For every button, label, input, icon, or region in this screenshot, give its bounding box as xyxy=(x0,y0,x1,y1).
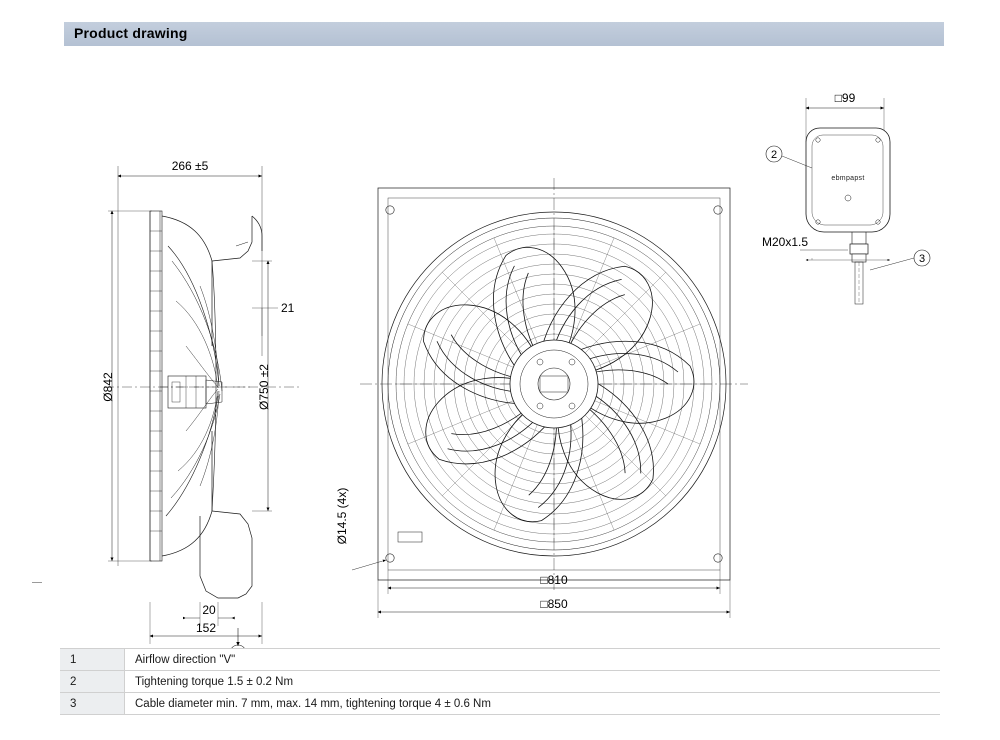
legend-table xyxy=(60,648,940,715)
page-title: Product drawing xyxy=(74,25,188,41)
callout-2: 2 xyxy=(770,149,778,161)
side-view xyxy=(101,159,300,661)
dim-blade-offset: 21 xyxy=(281,301,295,315)
product-drawing-canvas xyxy=(0,46,1000,646)
dim-flange-depth: 20 xyxy=(202,603,216,617)
section-header-bar xyxy=(60,22,944,46)
legend-description: Cable diameter min. 7 mm, max. 14 mm, tightening torque 4 ± 0.6 Nm xyxy=(125,693,941,715)
callout-3: 3 xyxy=(918,253,926,265)
table-row xyxy=(60,649,940,671)
brand-label: ebmpapst xyxy=(831,175,865,182)
dim-box-size: □99 xyxy=(834,91,856,105)
table-row xyxy=(60,693,940,715)
legend-number: 2 xyxy=(60,671,125,693)
front-view xyxy=(335,178,748,618)
legend-description: Airflow direction "V" xyxy=(125,649,941,671)
dim-square-outer: □850 xyxy=(540,597,568,611)
dim-square-inner: □810 xyxy=(540,573,568,587)
legend-description: Tightening torque 1.5 ± 0.2 Nm xyxy=(125,671,941,693)
label-cable-gland: M20x1.5 xyxy=(762,235,809,249)
dim-inlet-depth: 152 xyxy=(195,621,217,635)
legend-number: 1 xyxy=(60,649,125,671)
legend-number: 3 xyxy=(60,693,125,715)
dim-hole-diameter: Ø14.5 (4x) xyxy=(335,487,349,545)
dim-impeller-diameter: Ø750 ±2 xyxy=(257,364,271,410)
table-row xyxy=(60,671,940,693)
dim-outer-diameter: Ø842 xyxy=(101,372,115,402)
technical-drawing-svg xyxy=(0,46,1000,646)
dim-side-depth: 266 ±5 xyxy=(171,159,209,173)
terminal-box-view xyxy=(762,91,930,304)
